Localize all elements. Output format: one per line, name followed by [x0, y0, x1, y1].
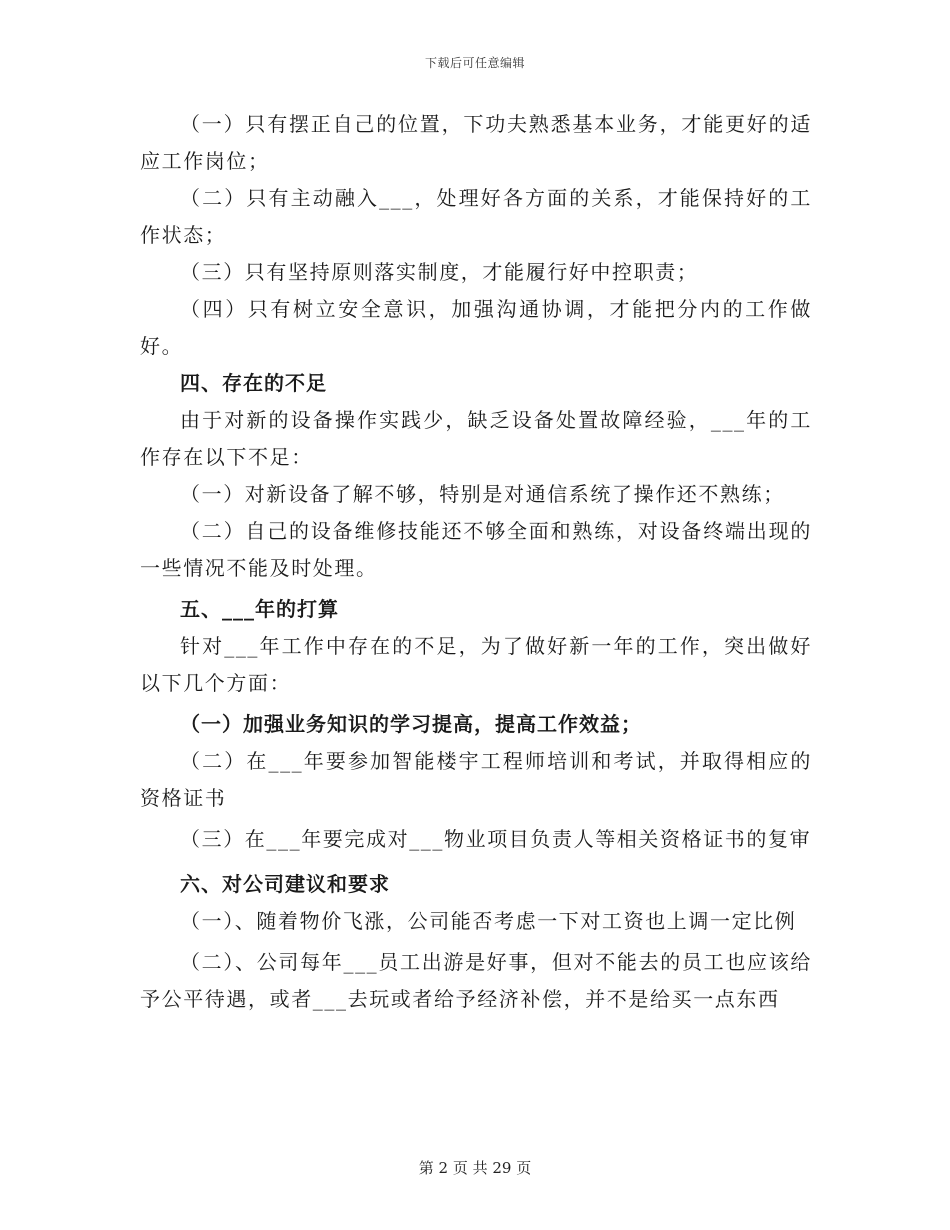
section-heading-5: 五、___年的打算 — [180, 597, 339, 621]
paragraph-1: （一）只有摆正自己的位置，下功夫熟悉基本业务，才能更好的适应工作岗位； — [140, 112, 812, 173]
paragraph-11: （三）在___年要完成对___物业项目负责人等相关资格证书的复审 — [180, 827, 812, 851]
document-body — [140, 106, 812, 1018]
paragraph-2: （二）只有主动融入___，处理好各方面的关系，才能保持好的工作状态； — [140, 186, 812, 247]
paragraph-12: （一）、随着物价飞涨，公司能否考虑一下对工资也上调一定比例 — [180, 909, 797, 933]
paragraph-13: （二）、公司每年___员工出游是好事，但对不能去的员工也应该给予公平待遇，或者___去玩或者给予经济补偿，并不是给买一点东西 — [140, 950, 812, 1011]
paragraph-5: 由于对新的设备操作实践少，缺乏设备处置故障经验，___年的工作存在以下不足： — [140, 408, 812, 469]
page-header: 下载后可任意编辑 — [424, 56, 525, 70]
paragraph-10: （二）在___年要参加智能楼宇工程师培训和考试，并取得相应的资格证书 — [140, 749, 812, 810]
paragraph-9: （一）加强业务知识的学习提高，提高工作效益； — [180, 712, 642, 736]
paragraph-4: （四）只有树立安全意识，加强沟通协调，才能把分内的工作做好。 — [140, 297, 812, 358]
section-heading-6: 六、对公司建议和要求 — [180, 872, 390, 896]
paragraph-8: 针对___年工作中存在的不足，为了做好新一年的工作，突出做好以下几个方面： — [140, 634, 812, 695]
section-heading-4: 四、存在的不足 — [180, 371, 327, 395]
paragraph-7: （二）自己的设备维修技能还不够全面和熟练，对设备终端出现的一些情况不能及时处理。 — [140, 519, 812, 580]
page-footer: 第 2 页 共 29 页 — [418, 1159, 532, 1177]
paragraph-3: （三）只有坚持原则落实制度，才能履行好中控职责； — [180, 260, 699, 284]
paragraph-6: （一）对新设备了解不够，特别是对通信系统了操作还不熟练； — [180, 482, 785, 506]
